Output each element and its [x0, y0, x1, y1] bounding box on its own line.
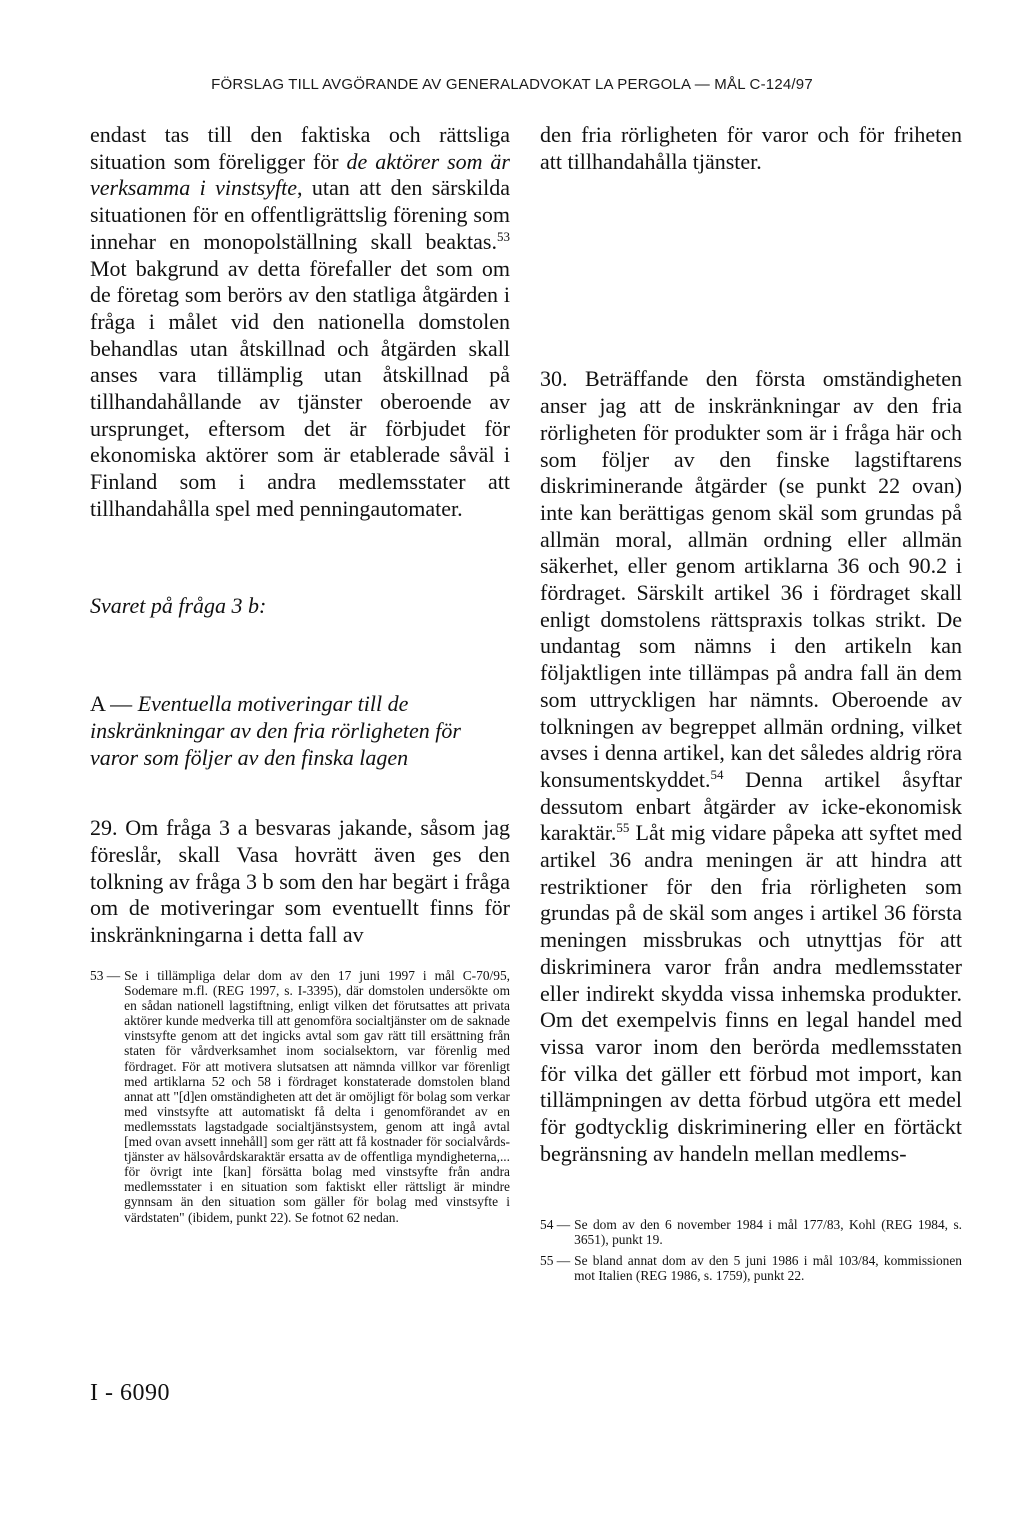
paragraph-30: [540, 366, 962, 1167]
footnote-55: [540, 1253, 962, 1283]
paragraph-number: 29.: [90, 815, 118, 841]
running-header: FÖRSLAG TILL AVGÖRANDE AV GENERALADVOKAT LA PERGOLA — MÅL C-124/97: [211, 76, 813, 93]
footnote-53: [90, 968, 510, 1225]
text-segment: Beträffande den första omständigheten anser jag att de inskränkningar av den fria rörligheten för produkter som är i fråga här och som följer av den finske lagstiftarens diskriminerande åtgärder (se punkt 22 ovan) inte kan berättigas genom skäl som grundas på allmän moral, allmän ordning eller allmän säkerhet, eller genom artiklarna 36 och 90.2 i fördraget. Särskilt artikel 36 i fördraget skall enligt domstolens rättspraxis tolkas strikt. De undantag som nämns i den artikeln kan följaktligen inte tillämpas på andra fall än dem som uttryckligen har nämnts. Oberoende av tolkningen av begreppet allmän ordning, vilket avses i denna artikel, kan det således aldrig röra konsumentskyddet.: [540, 366, 962, 792]
paragraph-text: Om fråga 3 a besvaras jakande, såsom jag föreslår, skall Vasa hovrätt även ges den tolkning av fråga 3 b som den har begärt i fråga om de motiveringar som eventuellt finns för inskränkningarna i detta fall av: [90, 815, 510, 948]
left-column: [90, 122, 510, 949]
text-segment: , utan att den särskilda situationen för en offentligrättslig förening som innehar en monopolställning skall beaktas.: [90, 175, 510, 254]
column-spacer: [540, 175, 962, 366]
footnote-number: 55 —: [540, 1253, 571, 1269]
answer-heading: Svaret på fråga 3 b:: [90, 592, 267, 618]
text-segment: Denna artikel åsyftar dessutom enbart åtgärder av icke-ekonomisk karaktär.: [540, 766, 962, 846]
footnote-number: 53 —: [90, 968, 121, 983]
paragraph-number: 30.: [540, 366, 568, 392]
right-column: [540, 122, 962, 1168]
paragraph-continuation-right: den fria rörligheten för varor och för friheten att tillhandahålla tjänster.: [540, 122, 962, 174]
footnotes-right: [540, 1217, 962, 1289]
footnote-ref-53[interactable]: 53: [497, 228, 510, 244]
page-number: I - 6090: [90, 1380, 170, 1406]
footnote-text: Se dom av den 6 november 1984 i mål 177/83, Kohl (REG 1984, s. 3651), punkt 19.: [574, 1217, 962, 1248]
section-heading-a: [90, 691, 510, 771]
text-segment: endast tas till den faktiska och rättsliga situation som föreligger för: [90, 122, 510, 174]
footnotes-left: [90, 968, 510, 1231]
paragraph-29: [90, 815, 510, 949]
footnote-ref-54[interactable]: 54: [710, 766, 724, 782]
footnote-ref-55[interactable]: 55: [616, 820, 630, 836]
text-segment: Mot bakgrund av detta förefaller det som om de företag som berörs av den statliga åtgärden i fråga i målet vid den nationella domstolen behandlas utan åtskillnad och åtgärden skall anses vara tillämplig utan åtskillnad på tillhandahållande av tjänster oberoende av ursprunget, eftersom det är förbjudet för ekonomiska aktörer som är etablerade såväl i Finland som i andra medlemsstater att tillhandahålla spel med penningautomater.: [90, 255, 510, 521]
footnote-text: Se bland annat dom av den 5 juni 1986 i mål 103/84, kommissionen mot Italien (REG 1986, s. 1759), punkt 22.: [574, 1253, 962, 1284]
section-title: Eventuella motiveringar till de inskränkningar av den fria rörligheten för varor som följer av den finska lagen: [90, 691, 461, 770]
footnote-54: [540, 1217, 962, 1247]
footnote-number: 54 —: [540, 1217, 571, 1232]
paragraph-continuation-left: [90, 122, 510, 523]
footnote-text: Se i tillämpliga delar dom av den 17 juni 1997 i mål C-70/95, Sodemare m.fl. (REG 1997, s. I-3395), där domstolen undersökte om en sådan nationell lagstiftning, enligt vilken det förutsattes att privata aktörer kunde medverka till att genomföra socialtjänster om de saknade vinstsyfte genom att det ingicks avtal som gav rätt till ersättning från staten för vårdverksamhet inom socialsektorn, var förenlig med fördraget. För att motivera slutsatsen att nämnda villkor var förenligt med artiklarna 52 och 58 i fördraget konstaterade domstolen bland annat att "[d]en omständigheten att det är omöjligt för bolag som verkar med vinstsyfte att automatiskt få delta i genomförandet av en medlemsstats lagstadgade socialtjänstsystem, genom att ingå avtal [med ovan avsett innehåll] som ger rätt att få kostnader för socialvårdstjänster av hälsovårdskaraktär ersatta av de offentliga myndigheterna,... för övrigt inte [kan] försätta bolag med vinstsyfte från andra medlemsstater i en situation som faktiskt eller rättsligt är mindre gynnsam än den situation som gäller för bolag med vinstsyfte i värdstaten" (ibidem, punkt 22). Se fotnot 62 nedan.: [124, 968, 510, 1225]
section-prefix: A —: [90, 691, 133, 717]
text-segment: Låt mig vidare påpeka att syftet med artikel 36 andra meningen är att hindra att restriktioner för den fria rörligheten som grundas på de skäl som anges i artikel 36 första meningen missbrukas och utnyttjas för att diskriminera varor från andra medlemsstater eller indirekt skydda vissa inhemska produkter. Om det exempelvis finns en legal handel med vissa varor inom den berörda medlemsstaten för vilka det gäller ett förbud mot import, kan tillämpningen av detta förbud utgöra ett medel för godtycklig diskriminering eller en förtäckt begränsning av handeln mellan medlems-: [540, 820, 962, 1166]
italic-phrase: de aktörer som är verksamma i vinstsyfte: [90, 148, 510, 201]
